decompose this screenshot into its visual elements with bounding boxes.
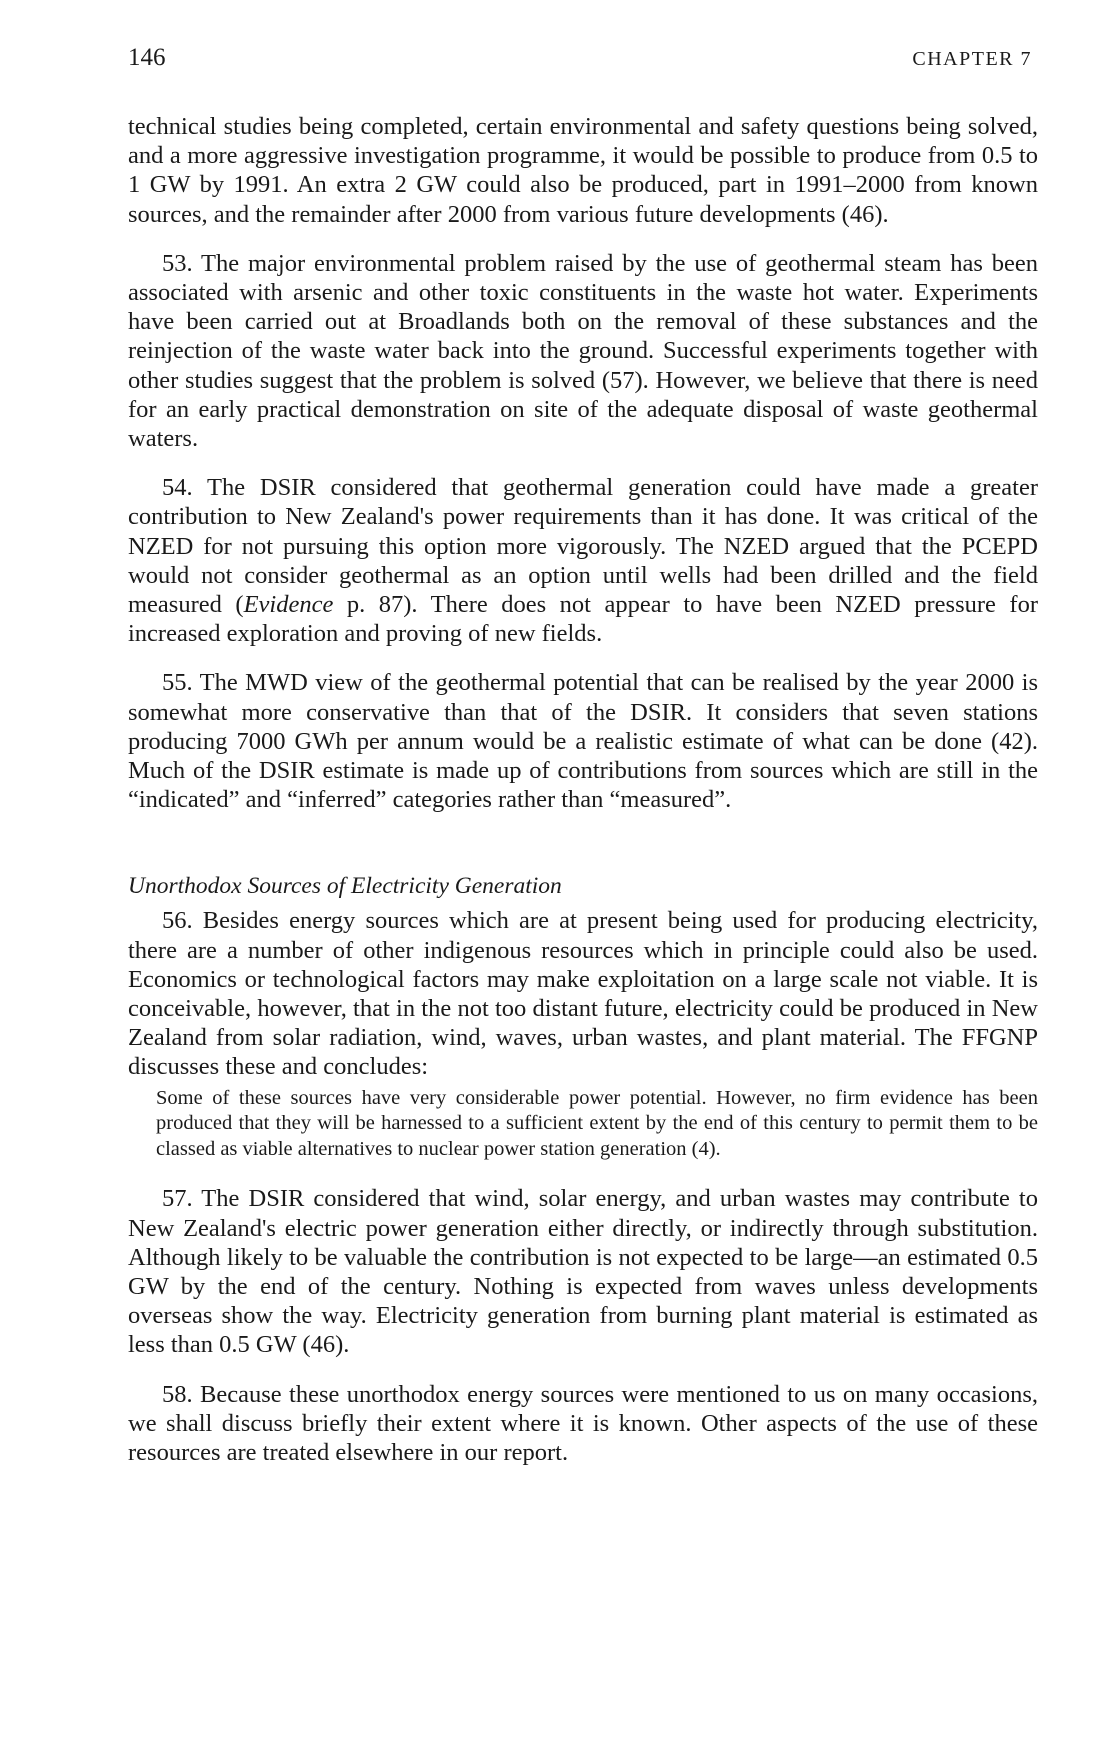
chapter-label: CHAPTER 7: [912, 48, 1032, 70]
paragraph-54-text-b: p. 87). There does not appear to have been NZED pressure for increased exploration and proving of new fields.: [128, 591, 1038, 648]
paragraph-55: 55. The MWD view of the geothermal potential that can be realised by the year 2000 is somewhat more conservative than that of the DSIR. It considers that seven stations producing 7000 GWh per annum would be a realistic estimate of what can be done (42). Much of the DSIR estimate is made up of contributions from sources which are still in the “indicated” and “inferred” categories rather than “measured”.: [128, 669, 1038, 814]
section-heading: Unorthodox Sources of Electricity Generation: [128, 873, 562, 900]
paragraph-54: [128, 473, 1038, 648]
body-text: [128, 112, 1038, 1487]
page-number: 146: [128, 44, 166, 71]
paragraph-53: 53. The major environmental problem raised by the use of geothermal steam has been associated with arsenic and other toxic constituents in the waste hot water. Experiments have been carried out at Broadlands both on the removal of these substances and the reinjection of the waste water back into the ground. Successful experiments together with other studies suggest that the problem is solved (57). However, we believe that there is need for an early practical demonstration on site of the adequate disposal of waste geothermal waters.: [128, 249, 1038, 453]
paragraph-continued: technical studies being completed, certain environmental and safety questions being solved, and a more aggressive investigation programme, it would be possible to produce from 0.5 to 1 GW by 1991. An extra 2 GW could also be produced, part in 1991–2000 from known sources, and the remainder after 2000 from various future developments (46).: [128, 113, 1038, 228]
evidence-citation: Evidence: [243, 591, 334, 619]
block-quote: Some of these sources have very considerable power potential. However, no firm evidence has been produced that they will be harnessed to a sufficient extent by the end of this century to permit them to be classed as viable alternatives to nuclear power station generation (4).: [156, 1086, 1038, 1160]
running-head: [128, 44, 1032, 84]
paragraph-57: 57. The DSIR considered that wind, solar energy, and urban wastes may contribute to New Zealand's electric power generation either directly, or indirectly through substitution. Although likely to be valuable the contribution is not expected to be large—an estimated 0.5 GW by the end of the century. Nothing is expected from waves unless developments overseas show the way. Electricity generation from burning plant material is estimated as less than 0.5 GW (46).: [128, 1185, 1038, 1359]
paragraph-56: 56. Besides energy sources which are at present being used for producing electricity, there are a number of other indigenous resources which in principle could also be used. Economics or technological factors may make exploitation on a large scale not viable. It is conceivable, however, that in the not too distant future, electricity could be produced in New Zealand from solar radiation, wind, waves, urban wastes, and plant material. The FFGNP discusses these and concludes:: [128, 907, 1038, 1081]
paragraph-54-text-a: 54. The DSIR considered that geothermal generation could have made a greater contribution to New Zealand's power requirements than it has done. It was critical of the NZED for not pursuing this option more vigorously. The NZED argued that the PCEPD would not consider geothermal as an option until wells had been drilled and the field measured (: [128, 474, 1038, 619]
paragraph-58: 58. Because these unorthodox energy sources were mentioned to us on many occasions, we shall discuss briefly their extent where it is known. Other aspects of the use of these resources are treated elsewhere in our report.: [128, 1380, 1038, 1467]
